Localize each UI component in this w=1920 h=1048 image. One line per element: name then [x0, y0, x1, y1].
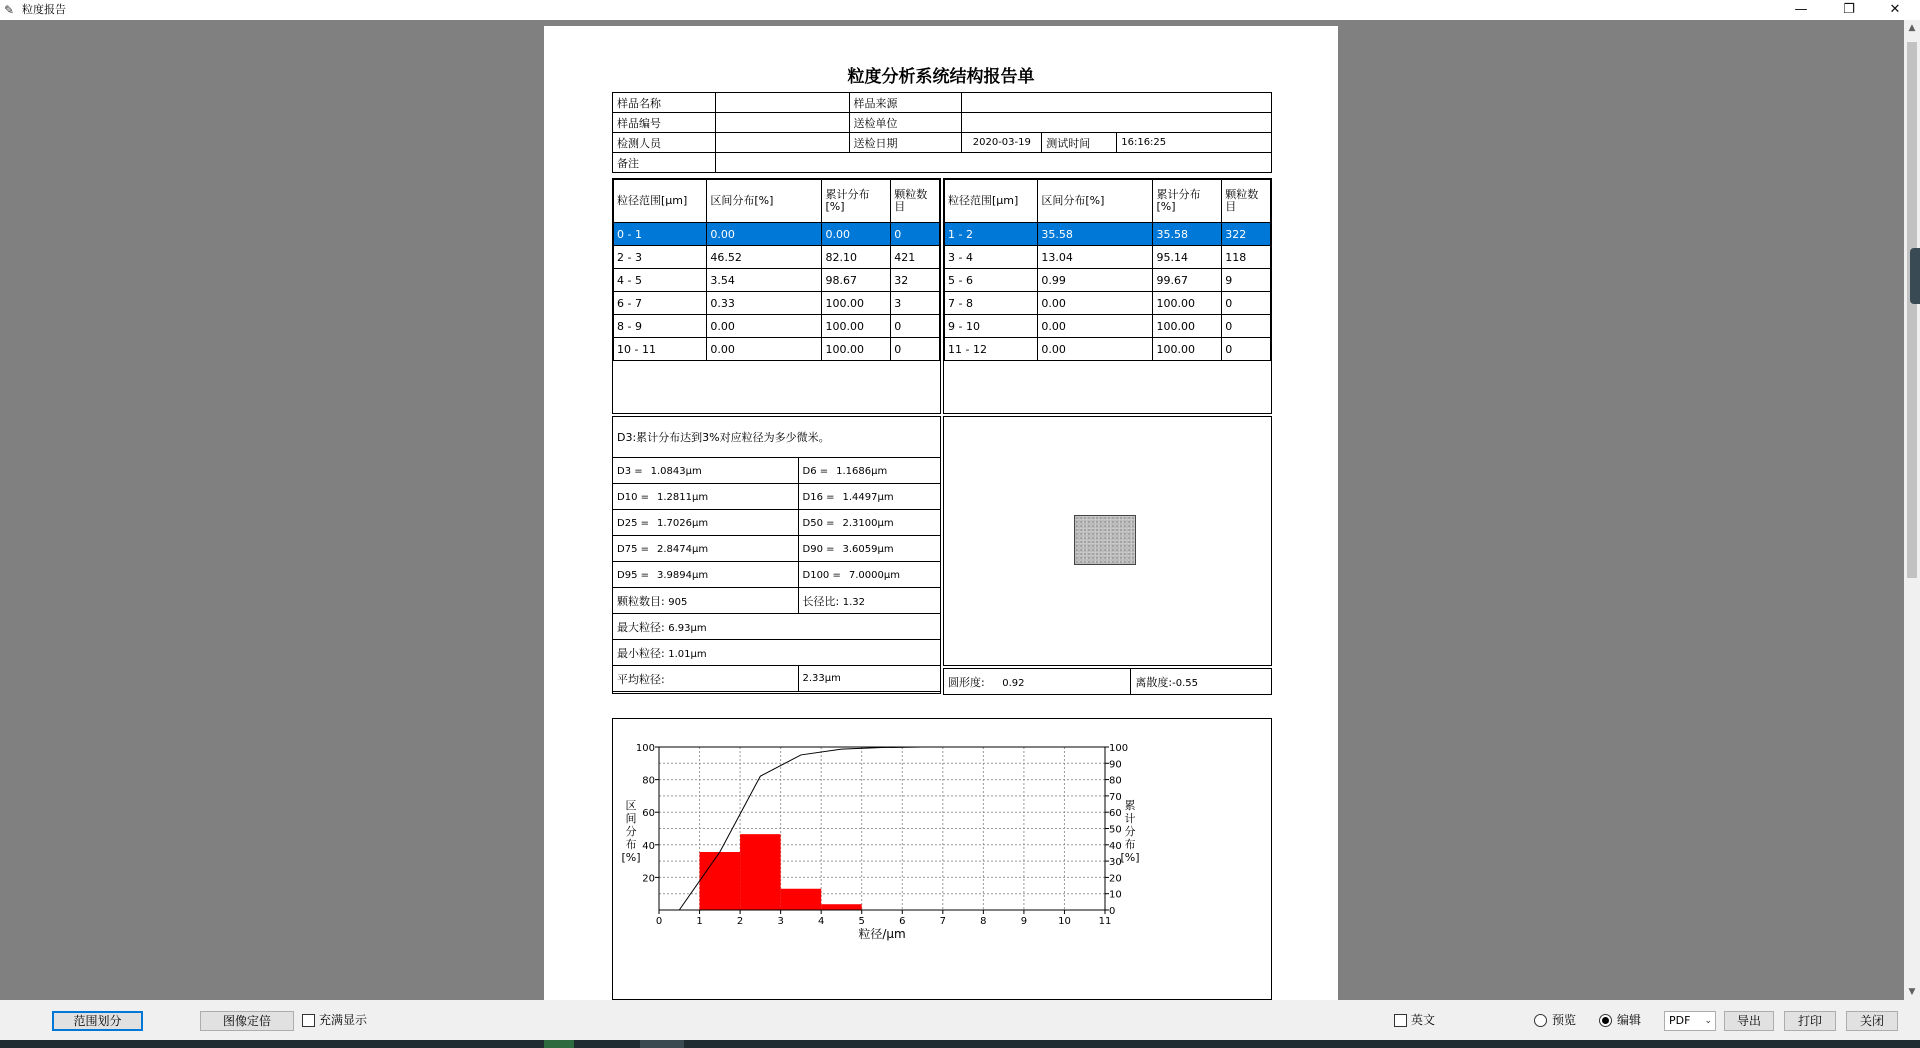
sample-no-value[interactable] [715, 113, 849, 133]
d-value-cell [798, 484, 941, 510]
cell-cumulative: 100.00 [822, 338, 891, 361]
col-cumulative-header: 累计分布[%] [822, 180, 891, 223]
unit-value[interactable] [962, 113, 1272, 133]
chevron-down-icon: ⌄ [1704, 1016, 1712, 1026]
taskbar-app[interactable] [544, 1040, 574, 1048]
cell-cumulative: 100.00 [1153, 315, 1222, 338]
restore-icon[interactable]: ❐ [1843, 2, 1855, 17]
dispersion-cell [1131, 669, 1272, 695]
d-value-row [613, 458, 941, 484]
scroll-thumb[interactable] [1907, 42, 1917, 578]
x-tick-label: 6 [899, 916, 906, 927]
taskbar-app[interactable] [640, 1040, 684, 1048]
y-left-axis-label: 分 [625, 825, 637, 838]
cell-count: 0 [891, 223, 940, 246]
d-key: D10 = [617, 492, 649, 503]
cell-cumulative: 0.00 [822, 223, 891, 246]
x-tick-label: 2 [736, 916, 744, 927]
x-tick-label: 4 [817, 916, 825, 927]
d-value-cell [613, 458, 799, 484]
print-button[interactable]: 打印 [1784, 1011, 1836, 1031]
side-panel-handle[interactable] [1910, 248, 1920, 304]
preview-label: 预览 [1552, 1013, 1577, 1027]
d-key: D50 = [802, 518, 835, 529]
y-right-axis-label: 计 [1124, 812, 1136, 825]
particle-image[interactable] [1074, 515, 1136, 565]
cell-count: 0 [891, 338, 940, 361]
cell-interval: 35.58 [1038, 223, 1153, 246]
scroll-down-icon[interactable]: ▼ [1908, 987, 1916, 997]
col-count-header: 颗粒数目 [1222, 180, 1271, 223]
cell-interval: 13.04 [1038, 246, 1153, 269]
x-tick-label: 9 [1020, 916, 1028, 927]
format-select[interactable] [1664, 1011, 1716, 1031]
table-row[interactable] [945, 269, 1271, 292]
cell-interval: 3.54 [707, 269, 822, 292]
y-left-tick-label: 100 [635, 743, 655, 754]
col-interval-header: 区间分布[%] [707, 180, 822, 223]
dispersion-value: -0.55 [1172, 677, 1198, 689]
cell-cumulative: 100.00 [1153, 338, 1222, 361]
bar-0 [700, 852, 741, 910]
cell-interval: 0.00 [1038, 338, 1153, 361]
x-axis-label: 粒径/μm [858, 927, 906, 941]
col-interval-header: 区间分布[%] [1038, 180, 1153, 223]
edit-label: 编辑 [1617, 1013, 1642, 1027]
mean-size-label: 平均粒径: [613, 666, 799, 692]
roundness-cell [944, 669, 1131, 695]
sample-no-label: 样品编号 [613, 113, 716, 133]
sample-source-value[interactable] [962, 93, 1272, 113]
cell-interval: 46.52 [707, 246, 822, 269]
cell-cumulative: 100.00 [1153, 292, 1222, 315]
chart-svg [613, 719, 1271, 999]
d-value-row [613, 536, 941, 562]
roundness-label: 圆形度: [948, 675, 985, 689]
max-size-value: 6.93μm [668, 622, 707, 634]
cell-range: 0 - 1 [614, 223, 707, 246]
y-left-axis-label: 间 [625, 812, 637, 825]
sample-source-label: 样品来源 [849, 93, 962, 113]
cell-range: 4 - 5 [614, 269, 707, 292]
x-tick-label: 5 [858, 916, 865, 927]
cell-range: 2 - 3 [614, 246, 707, 269]
d-value-row [613, 484, 941, 510]
d-value-cell [613, 536, 799, 562]
table-row[interactable] [614, 246, 940, 269]
d-value-cell [613, 510, 799, 536]
cell-count: 0 [891, 315, 940, 338]
y-right-tick-label: 10 [1109, 889, 1122, 901]
sample-info-table [612, 92, 1272, 173]
edit-radio[interactable] [1599, 1014, 1612, 1027]
bar-2 [781, 889, 822, 910]
cell-cumulative: 95.14 [1153, 246, 1222, 269]
format-value: PDF [1669, 1014, 1691, 1027]
y-left-axis-label: 区 [625, 799, 637, 812]
preview-radio[interactable] [1534, 1014, 1547, 1027]
report-title: 粒度分析系统结构报告单 [847, 67, 1035, 87]
roundness-value: 0.92 [1002, 677, 1025, 689]
d-value-row [613, 562, 941, 588]
x-tick-label: 10 [1058, 916, 1071, 927]
cell-interval: 0.00 [1038, 292, 1153, 315]
cell-cumulative: 100.00 [822, 315, 891, 338]
y-right-tick-label: 90 [1109, 759, 1122, 771]
y-right-tick-label: 50 [1109, 824, 1122, 836]
cell-interval: 0.00 [707, 223, 822, 246]
distribution-table-left [612, 178, 941, 414]
tester-label: 检测人员 [613, 133, 716, 153]
tester-value[interactable] [715, 133, 849, 153]
d-value: 3.9894μm [656, 570, 709, 581]
particle-count-label: 颗粒数目: [617, 594, 665, 608]
min-size-value: 1.01μm [668, 648, 707, 660]
table-row[interactable] [614, 338, 940, 361]
minimize-icon[interactable]: — [1794, 2, 1808, 17]
col-range-header: 粒径范围[μm] [945, 180, 1038, 223]
cell-cumulative: 98.67 [822, 269, 891, 292]
x-tick-label: 7 [939, 916, 947, 927]
cell-count: 0 [1222, 292, 1271, 315]
y-left-tick-label: 80 [642, 775, 655, 787]
d-value: 2.8474μm [656, 544, 709, 555]
d-key: D6 = [802, 466, 829, 477]
d-value-cell [798, 510, 941, 536]
cell-cumulative: 99.67 [1153, 269, 1222, 292]
d-value: 1.4497μm [842, 492, 894, 503]
cell-range: 3 - 4 [945, 246, 1038, 269]
particle-count-cell [613, 588, 799, 614]
col-count-header: 颗粒数目 [891, 180, 940, 223]
cell-cumulative: 82.10 [822, 246, 891, 269]
x-tick-label: 1 [696, 916, 703, 927]
particle-count-value: 905 [668, 596, 688, 608]
y-right-tick-label: 40 [1109, 840, 1122, 852]
send-date-label: 送检日期 [849, 133, 962, 153]
d-key: D3 = [617, 466, 643, 477]
table-row[interactable] [945, 292, 1271, 315]
shape-metrics-table [943, 668, 1272, 695]
cell-range: 9 - 10 [945, 315, 1038, 338]
y-right-axis-label: 累 [1124, 799, 1136, 812]
d-value: 3.6059μm [842, 544, 894, 555]
test-time-value[interactable]: 16:16:25 [1117, 133, 1272, 153]
aspect-value: 1.32 [842, 596, 865, 608]
particle-image-panel [943, 416, 1272, 666]
aspect-label: 长径比: [802, 594, 840, 608]
cell-range: 1 - 2 [945, 223, 1038, 246]
remark-value[interactable] [715, 153, 1271, 173]
min-size-label: 最小粒径: [617, 646, 665, 660]
window-title: 粒度报告 [22, 3, 66, 16]
cell-interval: 0.00 [707, 315, 822, 338]
cell-range: 11 - 12 [945, 338, 1038, 361]
export-button[interactable]: 导出 [1724, 1011, 1774, 1031]
d-value: 1.2811μm [656, 492, 709, 503]
cell-count: 0 [1222, 315, 1271, 338]
scroll-up-icon[interactable]: ▲ [1908, 23, 1916, 33]
d-key: D100 = [802, 570, 841, 581]
cell-range: 8 - 9 [614, 315, 707, 338]
y-right-tick-label: 100 [1109, 743, 1129, 754]
max-size-label: 最大粒径: [617, 620, 665, 634]
y-right-tick-label: 70 [1109, 791, 1122, 803]
d-key: D75 = [617, 544, 649, 555]
y-right-axis-label: 布 [1124, 838, 1136, 851]
cell-interval: 0.99 [1038, 269, 1153, 292]
d-value-cell [613, 484, 799, 510]
d-value: 1.1686μm [836, 466, 888, 477]
y-left-tick-label: 40 [642, 840, 655, 852]
fill-display-label: 充满显示 [319, 1013, 368, 1027]
bottom-toolbar [0, 1000, 1920, 1040]
table-row[interactable] [614, 292, 940, 315]
min-size-cell [613, 640, 941, 666]
d-value: 1.0843μm [650, 466, 702, 477]
aspect-cell [798, 588, 941, 614]
x-tick-label: 8 [980, 916, 987, 927]
unit-label: 送检单位 [849, 113, 962, 133]
test-time-label: 测试时间 [1042, 133, 1117, 153]
dispersion-label: 离散度: [1135, 675, 1173, 689]
taskbar-strip [0, 1040, 1920, 1048]
cell-count: 421 [891, 246, 940, 269]
d-value-cell [798, 536, 941, 562]
title-bar [0, 0, 1920, 20]
cell-cumulative: 35.58 [1153, 223, 1222, 246]
cell-range: 10 - 11 [614, 338, 707, 361]
cell-count: 3 [891, 292, 940, 315]
col-range-header: 粒径范围[μm] [614, 180, 707, 223]
y-right-tick-label: 20 [1109, 873, 1122, 885]
d-value: 2.3100μm [842, 518, 894, 529]
sample-name-label: 样品名称 [613, 93, 716, 113]
app-icon: ✎ [4, 3, 15, 17]
max-size-cell [613, 614, 941, 640]
close-icon[interactable]: ✕ [1889, 2, 1901, 17]
cell-interval: 0.00 [707, 338, 822, 361]
y-right-tick-label: 80 [1109, 775, 1122, 787]
cell-cumulative: 100.00 [822, 292, 891, 315]
bar-3 [821, 904, 862, 910]
d-value-cell [798, 458, 941, 484]
table-row[interactable] [614, 223, 940, 246]
cell-range: 5 - 6 [945, 269, 1038, 292]
d-value: 7.0000μm [848, 570, 900, 581]
cell-count: 322 [1222, 223, 1271, 246]
d-value-cell [613, 562, 799, 588]
d-value-panel [612, 416, 941, 694]
y-left-axis-label: 布 [625, 838, 637, 851]
cell-interval: 0.00 [1038, 315, 1153, 338]
d-value-cell [798, 562, 941, 588]
english-label: 英文 [1411, 1013, 1436, 1027]
cell-range: 7 - 8 [945, 292, 1038, 315]
cell-count: 32 [891, 269, 940, 292]
d-key: D90 = [802, 544, 835, 555]
distribution-table-right [943, 178, 1272, 414]
cell-range: 6 - 7 [614, 292, 707, 315]
y-left-tick-label: 60 [642, 808, 655, 820]
sample-name-value[interactable] [715, 93, 849, 113]
d-key: D95 = [617, 570, 649, 581]
table-row[interactable] [945, 246, 1271, 269]
d-key: D16 = [802, 492, 835, 503]
table-row[interactable] [614, 315, 940, 338]
d-value-row [613, 510, 941, 536]
english-checkbox[interactable] [1394, 1014, 1407, 1027]
x-tick-label: 11 [1098, 916, 1112, 927]
distribution-chart [612, 718, 1272, 1000]
y-right-axis-label: [%] [1120, 851, 1140, 864]
x-tick-label: 3 [777, 916, 784, 927]
table-row[interactable] [614, 269, 940, 292]
d-description: D3:累计分布达到3%对应粒径为多少微米。 [617, 431, 830, 444]
y-right-tick-label: 30 [1109, 857, 1122, 869]
y-right-tick-label: 60 [1109, 808, 1122, 820]
close-button[interactable]: 关闭 [1846, 1011, 1898, 1031]
y-right-axis-label: 分 [1124, 825, 1136, 838]
d-key: D25 = [617, 518, 649, 529]
send-date-value[interactable]: 2020-03-19 [962, 133, 1042, 153]
remark-label: 备注 [613, 153, 716, 173]
y-left-tick-label: 20 [642, 873, 655, 885]
bar-1 [740, 834, 781, 910]
d-value: 1.7026μm [656, 518, 709, 529]
vertical-scrollbar[interactable] [1904, 20, 1920, 1000]
y-right-tick-label: 0 [1109, 906, 1116, 917]
y-left-axis-label: [%] [621, 851, 641, 864]
mean-size-value: 2.33μm [798, 666, 941, 692]
cell-count: 9 [1222, 269, 1271, 292]
cell-interval: 0.33 [707, 292, 822, 315]
report-viewport [0, 20, 1904, 1000]
cell-count: 118 [1222, 246, 1271, 269]
fill-display-checkbox[interactable] [302, 1014, 315, 1027]
cell-count: 0 [1222, 338, 1271, 361]
x-tick-label: 0 [655, 916, 663, 927]
table-row[interactable] [945, 223, 1271, 246]
table-row[interactable] [945, 338, 1271, 361]
table-row[interactable] [945, 315, 1271, 338]
col-cumulative-header: 累计分布[%] [1153, 180, 1222, 223]
range-division-button[interactable]: 范围划分 [52, 1011, 143, 1031]
image-scale-button[interactable]: 图像定倍 [200, 1011, 294, 1031]
report-page [544, 26, 1338, 1000]
